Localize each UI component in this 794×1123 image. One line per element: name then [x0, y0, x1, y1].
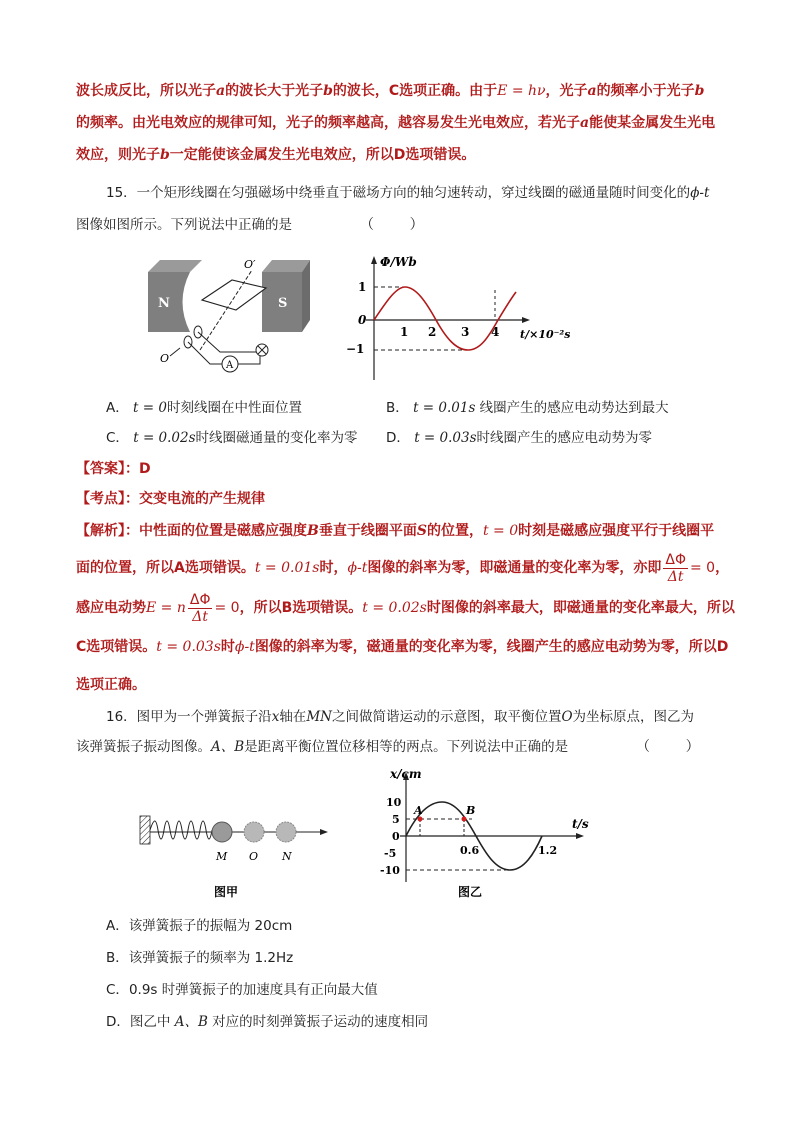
- q15-phi-t-graph: [330, 252, 570, 384]
- spring: [150, 821, 212, 839]
- y-tick-0: 0: [392, 830, 400, 843]
- point-b: [462, 817, 467, 822]
- y-tick-1: 1: [358, 280, 367, 294]
- label-n: N: [158, 296, 170, 311]
- q16-stem-line-2: 该弹簧振子振动图像。A、B是距离平衡位置位移相等的两点。下列说法中正确的是: [76, 739, 569, 755]
- y-tick-neg10: -10: [380, 864, 400, 877]
- y-tick-5: 5: [392, 813, 400, 826]
- q15-option-a[interactable]: A． t = 0时刻线圈在中性面位置: [106, 400, 302, 416]
- fraction-dphi-dt-1: $\frac{\Delta\Phi}{\Delta t}$: [665, 551, 686, 585]
- q16-option-a[interactable]: A．该弹簧振子的振幅为 20cm: [106, 918, 293, 934]
- q15-answer-paren: （ ）: [360, 217, 424, 233]
- q15-analysis-line-3: 感应电动势E = n $\frac{\Delta\Phi}{\Delta t}$ = 0，所以B选项错误。t = 0.02s时图像的斜率最大，即磁通量的变化率最大，所以: [76, 591, 735, 625]
- label-o-bottom: O: [160, 352, 170, 365]
- label-o-top: O′: [244, 258, 256, 271]
- magnet-n-top: [148, 260, 202, 272]
- q15-analysis-line-1: 【解析】：中性面的位置是磁感应强度B垂直于线圈平面S的位置，t = 0时刻是磁感应强度平行于线圈平: [76, 523, 715, 539]
- coil: [202, 280, 266, 310]
- y-tick-neg5: -5: [384, 847, 397, 860]
- ball-n: [276, 822, 296, 842]
- q15-analysis-line-2: 面的位置，所以A选项错误。t = 0.01s时，ϕ-t图像的斜率为零，即磁通量的变化率为零，亦即 $\frac{\Delta\Phi}{\Delta t}$ = 0，: [76, 551, 730, 585]
- rotation-axis: [200, 270, 252, 350]
- q15-option-d[interactable]: D． t = 0.03s时线圈产生的感应电动势为零: [386, 430, 653, 446]
- q16-option-d[interactable]: D．图乙中 A、B 对应的时刻弹簧振子运动的速度相同: [106, 1014, 429, 1030]
- magnet-s-top: [262, 260, 310, 272]
- q16-option-c[interactable]: C．0.9s 时弹簧振子的加速度具有正向最大值: [106, 982, 378, 998]
- label-s: S: [278, 296, 288, 311]
- caption-yi: 图乙: [458, 885, 483, 899]
- q15-exam-point: 【考点】：交变电流的产生规律: [76, 491, 265, 507]
- y-axis-label: x/cm: [390, 767, 422, 781]
- x-tick-4: 4: [491, 325, 500, 339]
- label-b: B: [466, 804, 476, 817]
- prev-explanation-line-3: 效应，则光子b一定能使该金属发生光电效应，所以D选项错误。: [76, 147, 476, 163]
- q15-answer: 【答案】：D: [76, 461, 151, 477]
- x-tick-0-6: 0.6: [460, 844, 480, 857]
- x-tick-3: 3: [461, 325, 470, 339]
- q16-option-b[interactable]: B．该弹簧振子的频率为 1.2Hz: [106, 950, 294, 966]
- q15-generator-figure: [140, 252, 320, 387]
- prev-explanation-line-2: 的频率。由光电效应的规律可知，光子的频率越高，越容易发生光电效应，若光子a能使某金属发生光电: [76, 115, 716, 131]
- q15-option-b[interactable]: B． t = 0.01s 线圈产生的感应电动势达到最大: [386, 400, 669, 416]
- fraction-dphi-dt-2: $\frac{\Delta\Phi}{\Delta t}$: [189, 591, 211, 625]
- y-tick-0: 0: [358, 313, 367, 327]
- point-a: [418, 817, 423, 822]
- q16-stem-line-1: 16．图甲为一个弹簧振子沿x轴在MN之间做简谐运动的示意图，取平衡位置O为坐标原点，图乙为: [106, 709, 695, 725]
- label-n: N: [282, 850, 292, 863]
- x-tick-2: 2: [428, 325, 437, 339]
- y-tick-neg1: −1: [346, 342, 365, 356]
- label-a: A: [414, 804, 423, 817]
- label-ammeter: A: [226, 360, 234, 371]
- q15-analysis-line-4: C选项错误。t = 0.03s时ϕ-t图像的斜率为零，磁通量的变化率为零，线圈产生的感应电动势为零，所以D: [76, 639, 729, 655]
- prev-explanation-line-1: 波长成反比，所以光子a的波长大于光子b的波长，C选项正确。由于E = hν，光子a的频率小于光子b: [76, 83, 705, 99]
- ball-m: [212, 822, 232, 842]
- q15-stem-line-2: 图像如图所示。下列说法中正确的是: [76, 217, 292, 233]
- x-axis-label: t/×10⁻²s: [520, 328, 570, 341]
- x-tick-1: 1: [400, 325, 409, 339]
- q16-x-t-graph: [366, 766, 596, 902]
- x-axis-label: t/s: [572, 817, 589, 831]
- q15-analysis-line-5: 选项正确。: [76, 677, 146, 693]
- y-tick-10: 10: [386, 796, 402, 809]
- q16-spring-figure: [136, 810, 336, 902]
- y-axis-label: Φ/Wb: [380, 255, 417, 269]
- label-o: O: [249, 850, 259, 863]
- q16-answer-paren: （ ）: [636, 739, 700, 755]
- label-m: M: [216, 850, 228, 863]
- caption-jia: 图甲: [214, 885, 239, 899]
- q15-stem-line-1: 15．一个矩形线圈在匀强磁场中绕垂直于磁场方向的轴匀速转动，穿过线圈的磁通量随时间变化的ϕ-t: [106, 185, 710, 201]
- x-tick-1-2: 1.2: [538, 844, 558, 857]
- q15-option-c[interactable]: C． t = 0.02s时线圈磁通量的变化率为零: [106, 430, 358, 446]
- ball-o: [244, 822, 264, 842]
